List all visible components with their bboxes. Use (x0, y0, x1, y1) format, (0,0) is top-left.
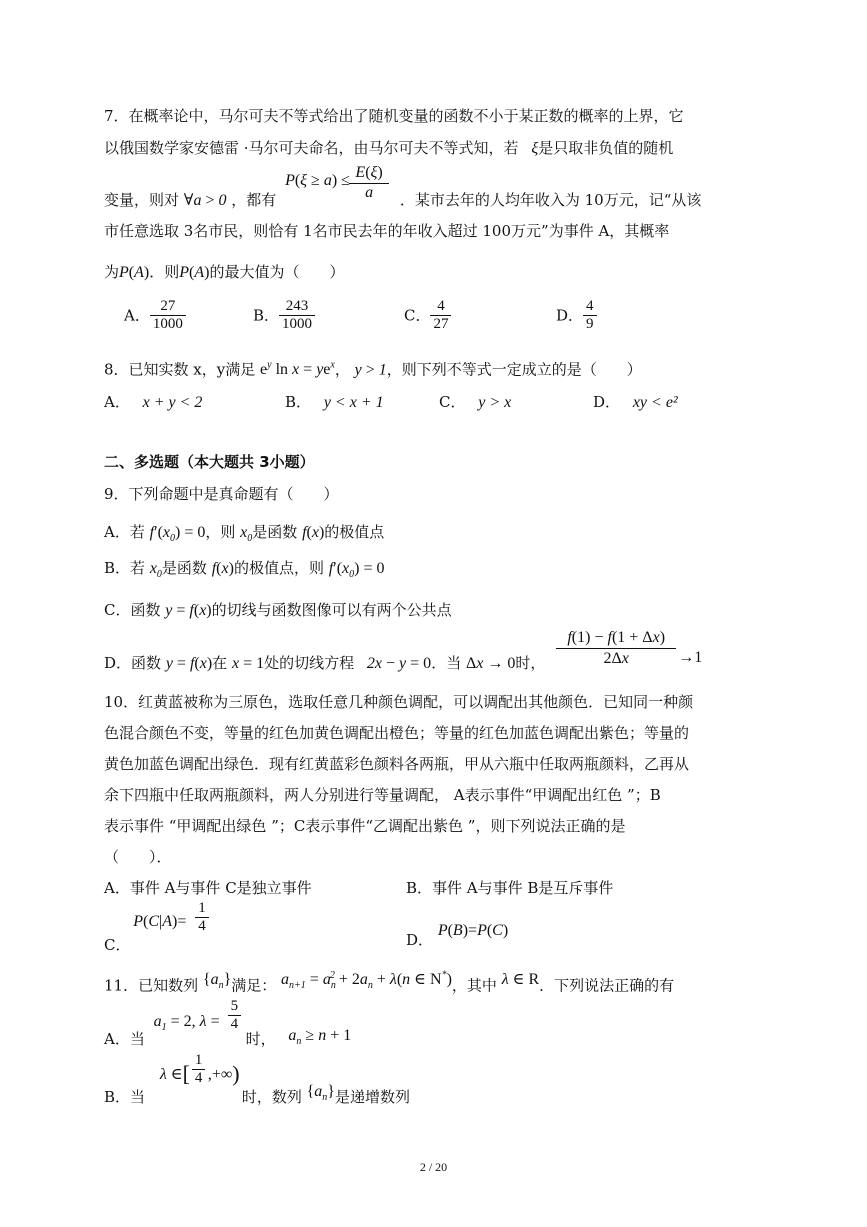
q11-stem (104, 972, 674, 1003)
text: 处的切线方程 (264, 654, 355, 672)
text: 的极值点 (324, 523, 385, 541)
text: 11．已知数列 (104, 976, 199, 995)
text: 的切线与函数图像可以有两个公共点 (211, 601, 452, 619)
text: ，则 (205, 523, 236, 541)
option-expr: xy < e² (632, 394, 678, 411)
limit-fraction: f(1) − f(1 + Δx) 2Δx →1 (550, 648, 700, 668)
q7-line5-a: 为 (104, 263, 120, 281)
text: 是递增数列 (334, 1088, 410, 1106)
text: 时， (515, 654, 546, 672)
q7-option-c[interactable] (404, 298, 451, 333)
q8-option-b[interactable] (285, 392, 384, 413)
q7-line3 (104, 164, 702, 211)
fprime-x0-eq-0: $f'(x_0) = 0$ (149, 524, 206, 545)
q11-option-b[interactable] (104, 1052, 410, 1114)
q9-option-d[interactable] (104, 629, 703, 674)
q11-option-a[interactable] (104, 998, 352, 1056)
q8-condition-expr: $e^y$ $\ln x = ye^x$ (260, 360, 335, 379)
q7-line2 (104, 138, 673, 159)
page-number: 2 / 20 (419, 1160, 448, 1174)
markov-inequality: P(ξ ≥ a) ≤ E(ξ) a (281, 185, 395, 205)
q10-line3: 黄色加蓝色调配出绿色．现有红黄蓝彩色颜料各两瓶，甲从六瓶中任取两瓶颜料，乙再从 (104, 755, 690, 773)
fx-expr: f(x) (302, 524, 325, 541)
q10-option-a[interactable]: A．事件 A与事件 C是独立事件 (104, 879, 312, 897)
q7-line1: 7．在概率论中，马尔可夫不等式给出了随机变量的函数不小于某正数的概率的上界，它 (104, 107, 684, 125)
conditional-prob-expr: P(C|A)= $\frac{1}{4}$ (135, 930, 225, 950)
option-label: B． (285, 393, 312, 411)
option-label: D． (556, 306, 584, 325)
text: 的极值点，则 (233, 559, 324, 577)
recurrence-expr: $a_{n+1} = a_n^2 + 2a_n + \lambda(n$ ∈ N*) (281, 970, 452, 992)
text: A．若 (104, 523, 145, 541)
option-fraction: $\frac{4}{27}$ (430, 298, 451, 333)
lambda-interval: λ ∈[ $\frac{1}{4}$ ,+∞) (159, 1052, 240, 1086)
q10-line1: 10．红黄蓝被称为三原色，选取任意几种颜色调配，可以调配出其他颜色．已知同一种颜 (104, 693, 694, 711)
q10-option-b[interactable]: B．事件 A与事件 B是互斥事件 (406, 879, 614, 897)
q9-option-c[interactable] (104, 600, 452, 621)
q10-option-d[interactable] (406, 922, 509, 951)
q8-stem-c: ，则下列不等式一定成立的是（ ） (386, 360, 642, 379)
q8-option-a[interactable] (104, 392, 202, 413)
tangent-equation: 2x − y = 0 (366, 655, 432, 672)
text: 时，数列 (241, 1088, 302, 1106)
q7-line3-b: ，都有 (231, 191, 277, 209)
text: 时， (245, 1030, 276, 1048)
q8-stem-b: ， (334, 360, 350, 379)
section-heading: 二、多选题（本大题共 3小题） (104, 453, 315, 471)
q10-line4: 余下四瓶中任取两瓶颜料，两人分别进行等量调配， A表示事件“甲调配出红色 ”；B (104, 786, 661, 804)
text: ，其中 (451, 976, 497, 995)
option-fraction: $\frac{27}{1000}$ (150, 298, 186, 333)
q7-line5-c: 的最大值为（ ） (209, 263, 345, 281)
a1-lambda-values: $a_1 = 2$, λ = $\frac{5}{4}$ (150, 1024, 246, 1044)
x0-symbol: $x_0$ (240, 524, 253, 545)
text: ．下列说法正确的有 (539, 976, 675, 995)
x-eq-1: x = 1 (231, 655, 265, 672)
q8-y-gt-1: y > 1 (354, 361, 387, 379)
text: 在 (212, 654, 228, 672)
pa-expr-2: P(A) (179, 264, 210, 281)
q8-option-c[interactable] (439, 392, 511, 413)
q7-line5 (104, 262, 344, 283)
option-label: A． (124, 306, 150, 325)
q7-option-a[interactable] (124, 298, 186, 333)
an-ge-n-plus-1: $a_n \ge n + 1$ (288, 1027, 352, 1048)
option-label: D． (593, 393, 621, 411)
option-fraction: $\frac{4}{9}$ (583, 298, 597, 333)
q10-option-c[interactable] (104, 900, 225, 955)
x0-symbol: $x_0$ (149, 560, 162, 581)
text: 是函数 (161, 559, 207, 577)
q9-option-b[interactable] (104, 558, 384, 585)
y-eq-fx: y = f(x) (165, 655, 213, 672)
q10-line5: 表示事件 “甲调配出绿色 ”；C表示事件“乙调配出紫色 ”，则下列说法正确的是 (104, 817, 626, 835)
q8-stem (104, 356, 642, 380)
option-label: D． (406, 931, 434, 949)
text: 是函数 (252, 523, 298, 541)
lambda-in-r: λ ∈ R (501, 971, 540, 989)
option-fraction: $\frac{243}{1000}$ (279, 298, 315, 333)
q7-line2-a: 以俄国数学家安德雷 ·马尔可夫命名，由马尔可夫不等式知，若 (104, 139, 519, 157)
xi-symbol: ξ (523, 140, 539, 157)
q7-option-b[interactable] (253, 298, 315, 333)
text: 满足： (231, 976, 277, 995)
q7-line3-c: ．某市去年的人均年收入为 10万元，记“从该 (399, 191, 702, 209)
q8-option-d[interactable] (593, 392, 678, 413)
q10-line6: （ ）． (104, 848, 172, 866)
option-label: B． (253, 306, 280, 325)
q9-stem: 9．下列命题中是真命题有（ ） (104, 485, 339, 503)
y-eq-fx: y = f(x) (165, 602, 212, 619)
pa-expr-1: P(A) (119, 264, 150, 281)
text: ．当 (431, 654, 462, 672)
fprime-x0-eq-0: $f'(x_0) = 0$ (328, 560, 385, 581)
fx-expr: f(x) (211, 560, 234, 577)
option-label: A． (104, 393, 130, 411)
q7-option-d[interactable] (556, 298, 597, 333)
option-label: C． (404, 306, 431, 325)
q8-stem-a: 8．已知实数 x，y满足 (104, 360, 256, 379)
option-expr: y < x + 1 (323, 394, 384, 411)
an-sequence: $\{a_n\}$ (202, 971, 232, 992)
q7-line5-b: ．则 (149, 263, 180, 281)
q7-line4: 市任意选取 3名市民，则恰有 1名市民去年的年收入超过 100万元”为事件 A，其概率 (104, 222, 670, 240)
text: C．函数 (104, 601, 161, 619)
option-expr: x + y < 2 (142, 394, 203, 411)
text: B．若 (104, 559, 146, 577)
text: B．当 (104, 1088, 146, 1106)
option-expr: y > x (478, 394, 512, 411)
delta-x-to-0: Δx → 0 (465, 655, 516, 672)
text: D．函数 (104, 654, 162, 672)
q7-line2-b: 是只取非负值的随机 (538, 139, 674, 157)
pb-eq-pc: P(B)=P(C) (437, 922, 509, 939)
an-sequence: $\{a_n\}$ (306, 1083, 335, 1104)
option-label: C． (439, 393, 466, 411)
q9-option-a[interactable] (104, 522, 384, 549)
text: A．当 (104, 1030, 145, 1048)
q10-line2: 色混合颜色不变，等量的红色加黄色调配出橙色；等量的红色加蓝色调配出紫色；等量的 (104, 724, 690, 742)
q7-line3-a: 变量，则对 (104, 191, 180, 209)
forall-a-expr: ∀a > 0 (183, 192, 227, 209)
option-label: C． (104, 936, 131, 954)
